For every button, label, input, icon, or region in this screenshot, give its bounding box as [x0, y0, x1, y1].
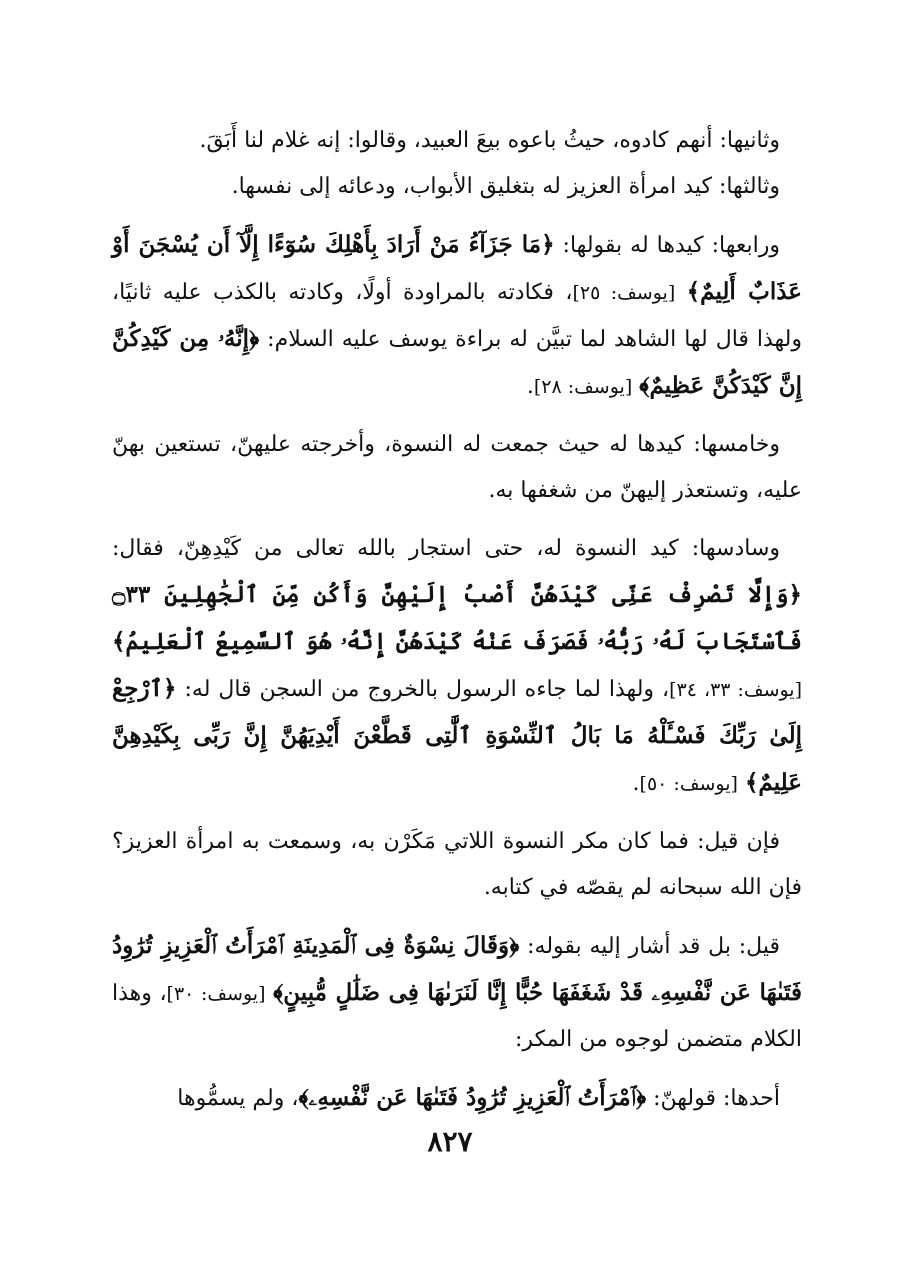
verse-reference: [يوسف: ٥٠] — [639, 773, 738, 795]
paragraph — [112, 222, 802, 410]
text-run: ، وهذا الكلام متضمن لوجوه من المكر: — [112, 981, 802, 1052]
text-run: ورابعها: كيدها له بقولها: — [554, 233, 780, 258]
text-run: ، فكادته بالمراودة أولًا، وكادته بالكذب عليه ثانيًا، ولهذا قال لها الشاهد لما تبيَّن له براءة يوسف عليه السلام: — [112, 280, 802, 352]
text-run: أحدها: قولهنّ: — [646, 1086, 780, 1111]
paragraph — [112, 1075, 802, 1122]
paragraph: وثالثها: كيد امرأة العزيز له بتغليق الأبواب، ودعائه إلى نفسها. — [231, 174, 780, 199]
quran-verse: ﴿وَقَالَ نِسْوَةٌ فِى ٱلْمَدِينَةِ ٱمْرَأَتُ ٱلْعَزِيزِ تُرَٰوِدُ فَتَىٰهَا عَن نَّفْسِهِۦ قَدْ شَغَفَهَا حُبًّا إِنَّا لَنَرَىٰهَا فِى ضَلَٰلٍ مُّبِينٍ﴾ — [112, 932, 802, 1006]
text-run: . — [632, 771, 640, 796]
text-run: . — [526, 374, 534, 399]
verse-reference: [يوسف: ٣٠] — [166, 983, 266, 1005]
paragraph: فإن قيل: فما كان مكر النسوة اللاتي مَكَرْن به، وسمعت به امرأة العزيز؟ فإن الله سبحانه لم يقصّه في كتابه. — [112, 829, 802, 900]
paragraph — [112, 923, 802, 1063]
quran-verse: ﴿ٱرْجِعْ إِلَىٰ رَبِّكَ فَسْـَٔلْهُ مَا بَالُ ٱلنِّسْوَةِ ٱلَّٰتِى قَطَّعْنَ أَيْدِيَهُنَّ إِنَّ رَبِّى بِكَيْدِهِنَّ عَلِيمٌ﴾ — [112, 675, 802, 796]
text-run: ، ولم يسمُّوها — [177, 1086, 299, 1111]
quran-verse: ﴿مَا جَزَآءُ مَنْ أَرَادَ بِأَهْلِكَ سُوٓءًا إِلَّآ أَن يُسْجَنَ أَوْ عَذَابٌ أَلِيمٌ﴾ — [112, 231, 803, 305]
text-run: قيل: بل قد أشار إليه بقوله: — [519, 934, 780, 959]
quran-verse: ﴿وَإِلَّا تَصْرِفْ عَنِّى كَيْدَهُنَّ أَصْبُ إِلَيْهِنَّ وَأَكُن مِّنَ ٱلْجَٰهِلِينَ ۝٣٣ فَٱسْتَجَابَ لَهُۥ رَبُّهُۥ فَصَرَفَ عَنْهُ كَيْدَهُنَّ إِنَّهُۥ هُوَ ٱلسَّمِيعُ ٱلْعَلِيمُ﴾ — [112, 581, 802, 655]
paragraph: وخامسها: كيدها له حيث جمعت له النسوة، وأخرجته عليهنّ، تستعين بهنّ عليه، وتستعذر إليهنّ من شغفها به. — [112, 432, 802, 503]
page-number: ٨٢٧ — [427, 1125, 473, 1158]
text-run: ، ولهذا لما جاءه الرسول بالخروج من السجن قال له: — [176, 677, 670, 702]
text-run: وسادسها: كيد النسوة له، حتى استجار بالله تعالى من كَيْدِهِنّ، فقال: — [112, 536, 780, 561]
verse-reference: [يوسف: ٢٨] — [533, 376, 633, 398]
quran-verse: ﴿إِنَّهُۥ مِن كَيْدِكُنَّ إِنَّ كَيْدَكُنَّ عَظِيمٌ﴾ — [112, 325, 802, 399]
verse-reference: [يوسف: ٣٣، ٣٤] — [669, 679, 803, 701]
verse-reference: [يوسف: ٢٥] — [572, 282, 676, 304]
page-body — [112, 118, 802, 1134]
quran-verse: ﴿ٱمْرَأَتُ ٱلْعَزِيزِ تُرَٰوِدُ فَتَىٰهَا عَن نَّفْسِهِۦ﴾ — [298, 1084, 647, 1111]
paragraph — [112, 526, 802, 807]
paragraph: وثانيها: أنهم كادوه، حيثُ باعوه بيعَ العبيد، وقالوا: إنه غلام لنا أَبَقَ. — [199, 128, 780, 153]
